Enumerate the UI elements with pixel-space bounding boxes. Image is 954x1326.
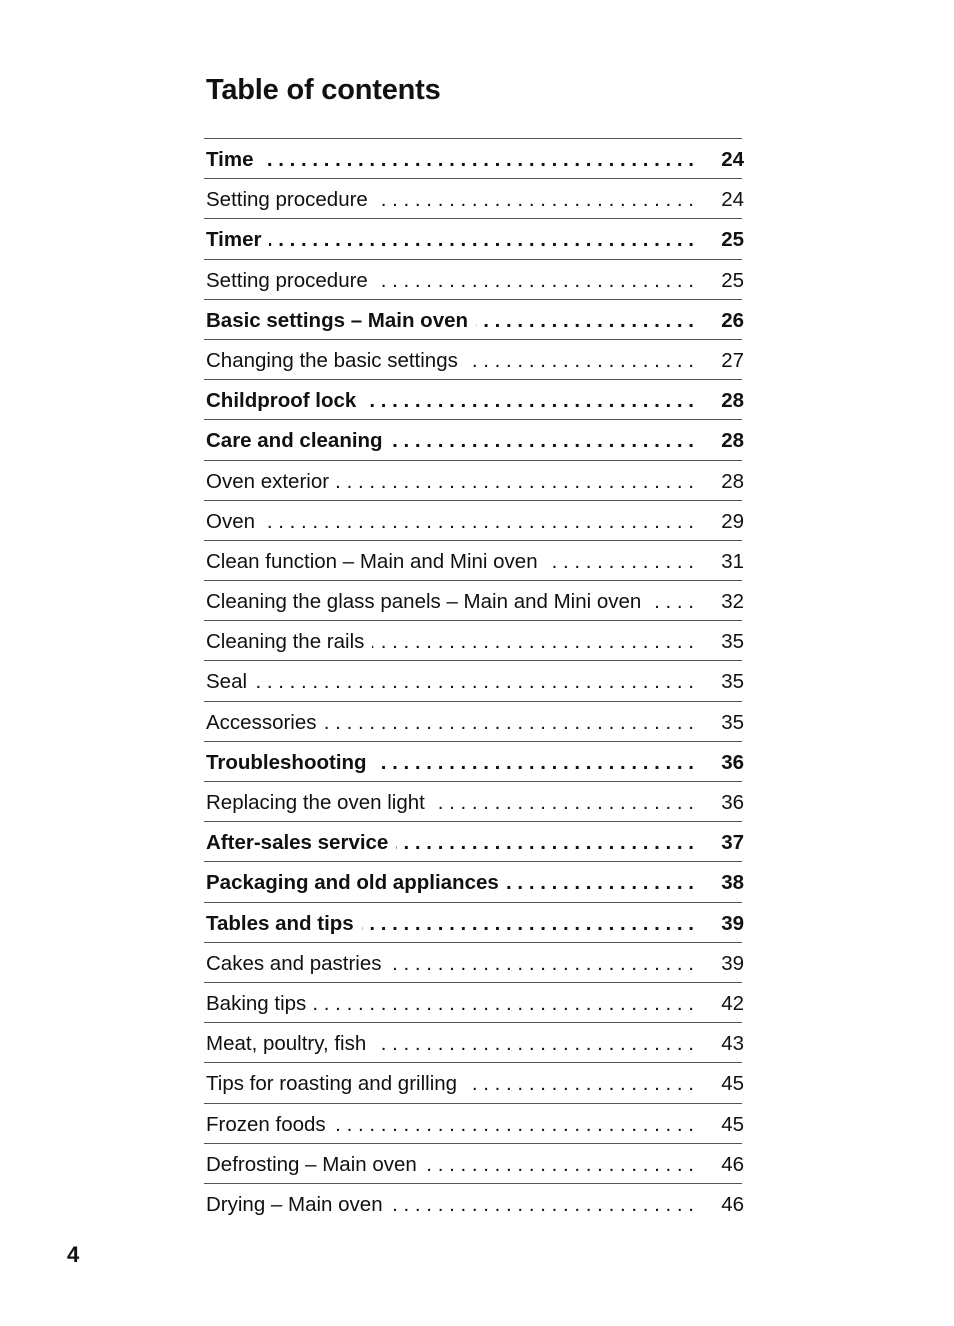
toc-entry-label-leader <box>206 269 694 293</box>
toc-entry-label: Childproof lock <box>206 389 364 412</box>
table-of-contents <box>204 138 742 1224</box>
toc-entry-label: Cleaning the glass panels – Main and Mini oven <box>206 590 649 613</box>
toc-entry-label-leader <box>206 1113 694 1137</box>
toc-entry-page: 42 <box>721 991 744 1015</box>
toc-entry-page: 38 <box>721 871 744 895</box>
toc-entry-page: 46 <box>721 1152 744 1176</box>
toc-entry[interactable] <box>204 420 742 460</box>
toc-entry[interactable] <box>204 782 742 822</box>
toc-entry-page: 28 <box>721 469 744 493</box>
toc-entry-label: Setting procedure <box>206 188 376 211</box>
toc-entry[interactable] <box>204 862 742 902</box>
toc-entry-label: Changing the basic settings <box>206 349 466 372</box>
toc-entry-label: Clean function – Main and Mini oven <box>206 550 546 573</box>
toc-entry-label: Drying – Main oven <box>206 1193 391 1216</box>
toc-entry-label-leader <box>206 670 694 694</box>
toc-entry-page: 32 <box>721 590 744 614</box>
toc-entry-page: 31 <box>721 549 744 573</box>
toc-entry-label-leader <box>206 630 694 654</box>
toc-entry-label: Oven exterior <box>206 470 337 493</box>
toc-entry-page: 45 <box>721 1072 744 1096</box>
toc-entry-label-leader <box>206 470 694 494</box>
toc-entry[interactable] <box>204 1184 742 1224</box>
toc-entry-label-leader <box>206 751 694 775</box>
toc-entry[interactable] <box>204 1063 742 1103</box>
toc-entry-label-leader <box>206 1072 694 1096</box>
toc-entry-label: Meat, poultry, fish <box>206 1032 374 1055</box>
toc-entry[interactable] <box>204 300 742 340</box>
toc-entry-page: 39 <box>721 911 744 935</box>
toc-entry-page: 35 <box>721 670 744 694</box>
toc-entry-page: 24 <box>721 188 744 212</box>
toc-entry[interactable] <box>204 139 742 179</box>
toc-entry-page: 26 <box>721 308 744 332</box>
toc-entry-page: 35 <box>721 630 744 654</box>
toc-entry-page: 36 <box>721 750 744 774</box>
toc-entry-page: 25 <box>721 268 744 292</box>
toc-entry-label: Time <box>206 148 261 171</box>
toc-entry-label: Tables and tips <box>206 912 362 935</box>
toc-entry-label: Troubleshooting <box>206 751 375 774</box>
toc-entry-label: Timer <box>206 228 269 251</box>
toc-entry-label-leader <box>206 831 694 855</box>
toc-entry-label: Frozen foods <box>206 1113 334 1136</box>
toc-entry[interactable] <box>204 179 742 219</box>
toc-entry[interactable] <box>204 621 742 661</box>
toc-entry-page: 46 <box>721 1192 744 1216</box>
toc-entry-label: Replacing the oven light <box>206 791 433 814</box>
toc-entry-page: 37 <box>721 831 744 855</box>
toc-entry[interactable] <box>204 822 742 862</box>
toc-entry-label-leader <box>206 510 694 534</box>
toc-entry[interactable] <box>204 1104 742 1144</box>
toc-entry-label-leader <box>206 912 694 936</box>
toc-entry-label-leader <box>206 188 694 212</box>
toc-entry-page: 43 <box>721 1032 744 1056</box>
toc-entry[interactable] <box>204 340 742 380</box>
toc-entry-label: Tips for roasting and grilling <box>206 1072 465 1095</box>
toc-entry-label: Basic settings – Main oven <box>206 309 476 332</box>
toc-entry-page: 35 <box>721 710 744 734</box>
toc-entry-page: 39 <box>721 951 744 975</box>
toc-entry-page: 27 <box>721 348 744 372</box>
toc-entry-page: 25 <box>721 228 744 252</box>
toc-entry[interactable] <box>204 581 742 621</box>
toc-entry-label-leader <box>206 389 694 413</box>
toc-entry-label: Seal <box>206 670 255 693</box>
toc-entry[interactable] <box>204 1023 742 1063</box>
toc-entry-label-leader <box>206 550 694 574</box>
toc-entry-label: Care and cleaning <box>206 429 391 452</box>
page-number: 4 <box>67 1242 80 1267</box>
toc-entry-page: 28 <box>721 429 744 453</box>
toc-entry-label-leader <box>206 590 694 614</box>
toc-entry[interactable] <box>204 461 742 501</box>
toc-entry[interactable] <box>204 661 742 701</box>
toc-entry[interactable] <box>204 702 742 742</box>
toc-entry[interactable] <box>204 501 742 541</box>
page-title: Table of contents <box>206 74 441 106</box>
toc-entry[interactable] <box>204 219 742 259</box>
toc-entry[interactable] <box>204 943 742 983</box>
toc-entry-label: Setting procedure <box>206 269 376 292</box>
toc-entry-label: Oven <box>206 510 263 533</box>
toc-entry-label: Defrosting – Main oven <box>206 1153 425 1176</box>
toc-entry[interactable] <box>204 260 742 300</box>
toc-entry-page: 45 <box>721 1112 744 1136</box>
toc-entry-label-leader <box>206 1032 694 1056</box>
toc-entry[interactable] <box>204 903 742 943</box>
toc-entry-label-leader <box>206 1193 694 1217</box>
toc-entry[interactable] <box>204 742 742 782</box>
toc-entry-label: Baking tips <box>206 992 314 1015</box>
toc-entry[interactable] <box>204 380 742 420</box>
toc-entry-label-leader <box>206 429 694 453</box>
toc-entry-page: 29 <box>721 509 744 533</box>
toc-entry-label-leader <box>206 148 694 172</box>
toc-entry-label-leader <box>206 349 694 373</box>
toc-entry-label-leader <box>206 1153 694 1177</box>
toc-entry[interactable] <box>204 541 742 581</box>
toc-entry-label: Packaging and old appliances <box>206 871 507 894</box>
toc-entry-label-leader <box>206 992 694 1016</box>
toc-entry[interactable] <box>204 983 742 1023</box>
toc-entry-label: Cakes and pastries <box>206 952 389 975</box>
toc-entry-page: 24 <box>721 148 744 171</box>
toc-entry-page: 36 <box>721 791 744 814</box>
toc-entry-page: 28 <box>721 389 744 413</box>
toc-entry-label: Cleaning the rails <box>206 630 372 653</box>
toc-entry-label-leader <box>206 228 694 252</box>
toc-entry-label: Accessories <box>206 711 325 734</box>
toc-entry-label: After-sales service <box>206 831 396 854</box>
toc-entry-label-leader <box>206 711 694 735</box>
toc-entry-label-leader <box>206 871 694 895</box>
toc-entry-label-leader <box>206 791 694 815</box>
toc-entry-label-leader <box>206 309 694 333</box>
toc-entry[interactable] <box>204 1144 742 1184</box>
toc-entry-label-leader <box>206 952 694 976</box>
